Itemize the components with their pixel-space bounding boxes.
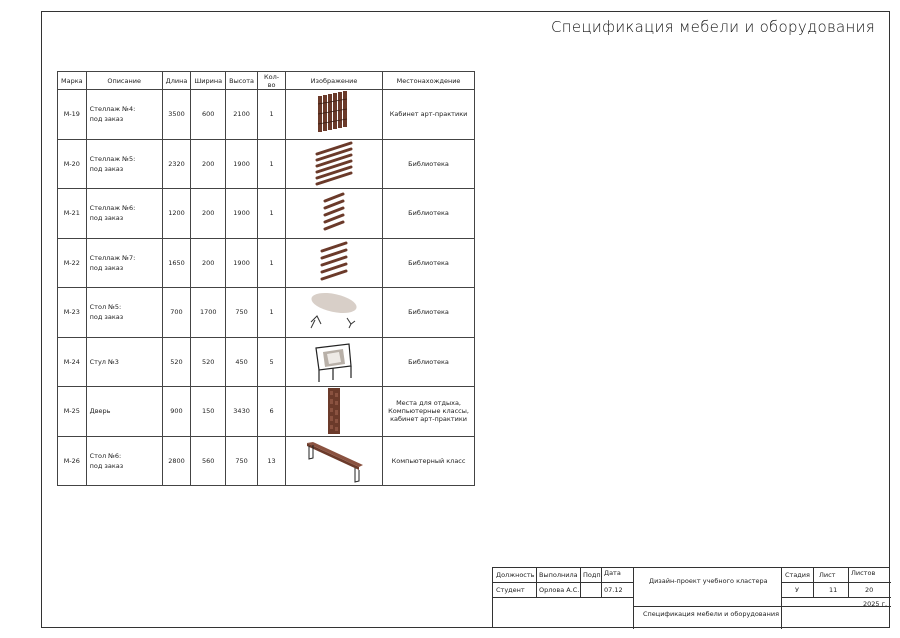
cell-image xyxy=(286,139,383,189)
cell-height: 2100 xyxy=(226,90,258,140)
cell-location: Места для отдыха, Компьютерные классы, кабинет арт-практики xyxy=(383,387,475,437)
shelf-vertical-icon xyxy=(289,90,379,138)
cell-width: 200 xyxy=(191,238,226,288)
door-icon xyxy=(289,387,379,435)
cell-location: Библиотека xyxy=(383,288,475,338)
stamp-performed-label: Выполнила xyxy=(539,571,578,579)
cell-image xyxy=(286,288,383,338)
cell-width: 520 xyxy=(191,337,226,387)
stamp-sheet-value: 11 xyxy=(829,586,838,594)
cell-mark: М-21 xyxy=(58,189,87,239)
cell-mark: М-26 xyxy=(58,436,87,486)
header-height: Высота xyxy=(226,72,258,90)
cell-mark: М-25 xyxy=(58,387,87,437)
cell-image xyxy=(286,189,383,239)
cell-length: 2800 xyxy=(162,436,191,486)
cell-location: Компьютерный класс xyxy=(383,436,475,486)
cell-length: 1200 xyxy=(162,189,191,239)
cell-qty: 1 xyxy=(258,238,286,288)
header-location: Местонахождение xyxy=(383,72,475,90)
cell-location: Библиотека xyxy=(383,189,475,239)
stamp-date-label: Дата xyxy=(604,569,621,577)
cell-qty: 1 xyxy=(258,139,286,189)
cell-image xyxy=(286,337,383,387)
cell-height: 3430 xyxy=(226,387,258,437)
cell-mark: М-22 xyxy=(58,238,87,288)
cell-height: 750 xyxy=(226,288,258,338)
cell-width: 560 xyxy=(191,436,226,486)
table-header-row xyxy=(58,72,475,90)
stamp-sheet-label: Лист xyxy=(819,571,836,579)
cell-height: 750 xyxy=(226,436,258,486)
specification-table xyxy=(57,71,475,486)
stamp-position-label: Должность xyxy=(496,571,535,579)
cell-mark: М-19 xyxy=(58,90,87,140)
stamp-stage-label: Стадия xyxy=(785,571,810,579)
cell-qty: 1 xyxy=(258,288,286,338)
oval-table-icon xyxy=(289,288,379,336)
cell-length: 1650 xyxy=(162,238,191,288)
stamp-position-value: Студент xyxy=(496,586,525,594)
cell-width: 1700 xyxy=(191,288,226,338)
cell-mark: М-20 xyxy=(58,139,87,189)
cell-location: Библиотека xyxy=(383,337,475,387)
cell-image xyxy=(286,238,383,288)
shelf-medium-icon xyxy=(289,239,379,287)
cell-location: Кабинет арт-практики xyxy=(383,90,475,140)
cell-height: 1900 xyxy=(226,238,258,288)
stamp-performed-value: Орлова А.С. xyxy=(539,586,580,594)
cell-width: 600 xyxy=(191,90,226,140)
header-mark: Марка xyxy=(58,72,87,90)
cell-height: 1900 xyxy=(226,189,258,239)
cell-height: 1900 xyxy=(226,139,258,189)
cell-location: Библиотека xyxy=(383,139,475,189)
table-row xyxy=(58,337,475,387)
table-row xyxy=(58,288,475,338)
cell-height: 450 xyxy=(226,337,258,387)
cell-qty: 5 xyxy=(258,337,286,387)
cell-qty: 1 xyxy=(258,90,286,140)
shelf-small-icon xyxy=(289,189,379,237)
cell-length: 900 xyxy=(162,387,191,437)
stamp-sheet-name: Спецификация мебели и оборудования xyxy=(643,610,780,618)
cell-description: Стол №6: под заказ xyxy=(86,436,162,486)
table-row xyxy=(58,189,475,239)
cell-mark: М-23 xyxy=(58,288,87,338)
chair-icon xyxy=(289,338,379,386)
cell-image xyxy=(286,387,383,437)
cell-image xyxy=(286,436,383,486)
cell-description: Стеллаж №4: под заказ xyxy=(86,90,162,140)
header-image: Изображение xyxy=(286,72,383,90)
cell-qty: 13 xyxy=(258,436,286,486)
table-row xyxy=(58,139,475,189)
cell-mark: М-24 xyxy=(58,337,87,387)
cell-description: Стеллаж №5: под заказ xyxy=(86,139,162,189)
header-qty: Кол-во xyxy=(258,72,286,90)
cell-qty: 1 xyxy=(258,189,286,239)
header-description: Описание xyxy=(86,72,162,90)
shelf-diagonal-icon xyxy=(289,140,379,188)
stamp-year: 2025 г. xyxy=(863,600,888,608)
stamp-project: Дизайн-проект учебного кластера xyxy=(649,577,768,585)
header-length: Длина xyxy=(162,72,191,90)
cell-description: Стул №3 xyxy=(86,337,162,387)
cell-length: 3500 xyxy=(162,90,191,140)
cell-qty: 6 xyxy=(258,387,286,437)
table-row xyxy=(58,436,475,486)
title-block xyxy=(492,567,890,628)
cell-width: 200 xyxy=(191,189,226,239)
table-row xyxy=(58,238,475,288)
stamp-sign-label: Подп. xyxy=(583,571,603,579)
stamp-stage-value: У xyxy=(795,586,799,594)
cell-length: 520 xyxy=(162,337,191,387)
cell-length: 700 xyxy=(162,288,191,338)
stamp-sheets-label: Листов xyxy=(851,569,876,577)
stamp-date-value: 07.12 xyxy=(604,586,623,594)
cell-width: 150 xyxy=(191,387,226,437)
stamp-sheets-value: 20 xyxy=(865,586,874,594)
cell-description: Стол №5: под заказ xyxy=(86,288,162,338)
cell-image xyxy=(286,90,383,140)
long-table-icon xyxy=(289,437,379,485)
sheet-title: Спецификация мебели и оборудования xyxy=(551,18,875,36)
cell-width: 200 xyxy=(191,139,226,189)
cell-description: Дверь xyxy=(86,387,162,437)
cell-description: Стеллаж №7: под заказ xyxy=(86,238,162,288)
header-width: Ширина xyxy=(191,72,226,90)
cell-location: Библиотека xyxy=(383,238,475,288)
table-row xyxy=(58,387,475,437)
cell-description: Стеллаж №6: под заказ xyxy=(86,189,162,239)
cell-length: 2320 xyxy=(162,139,191,189)
table-row xyxy=(58,90,475,140)
